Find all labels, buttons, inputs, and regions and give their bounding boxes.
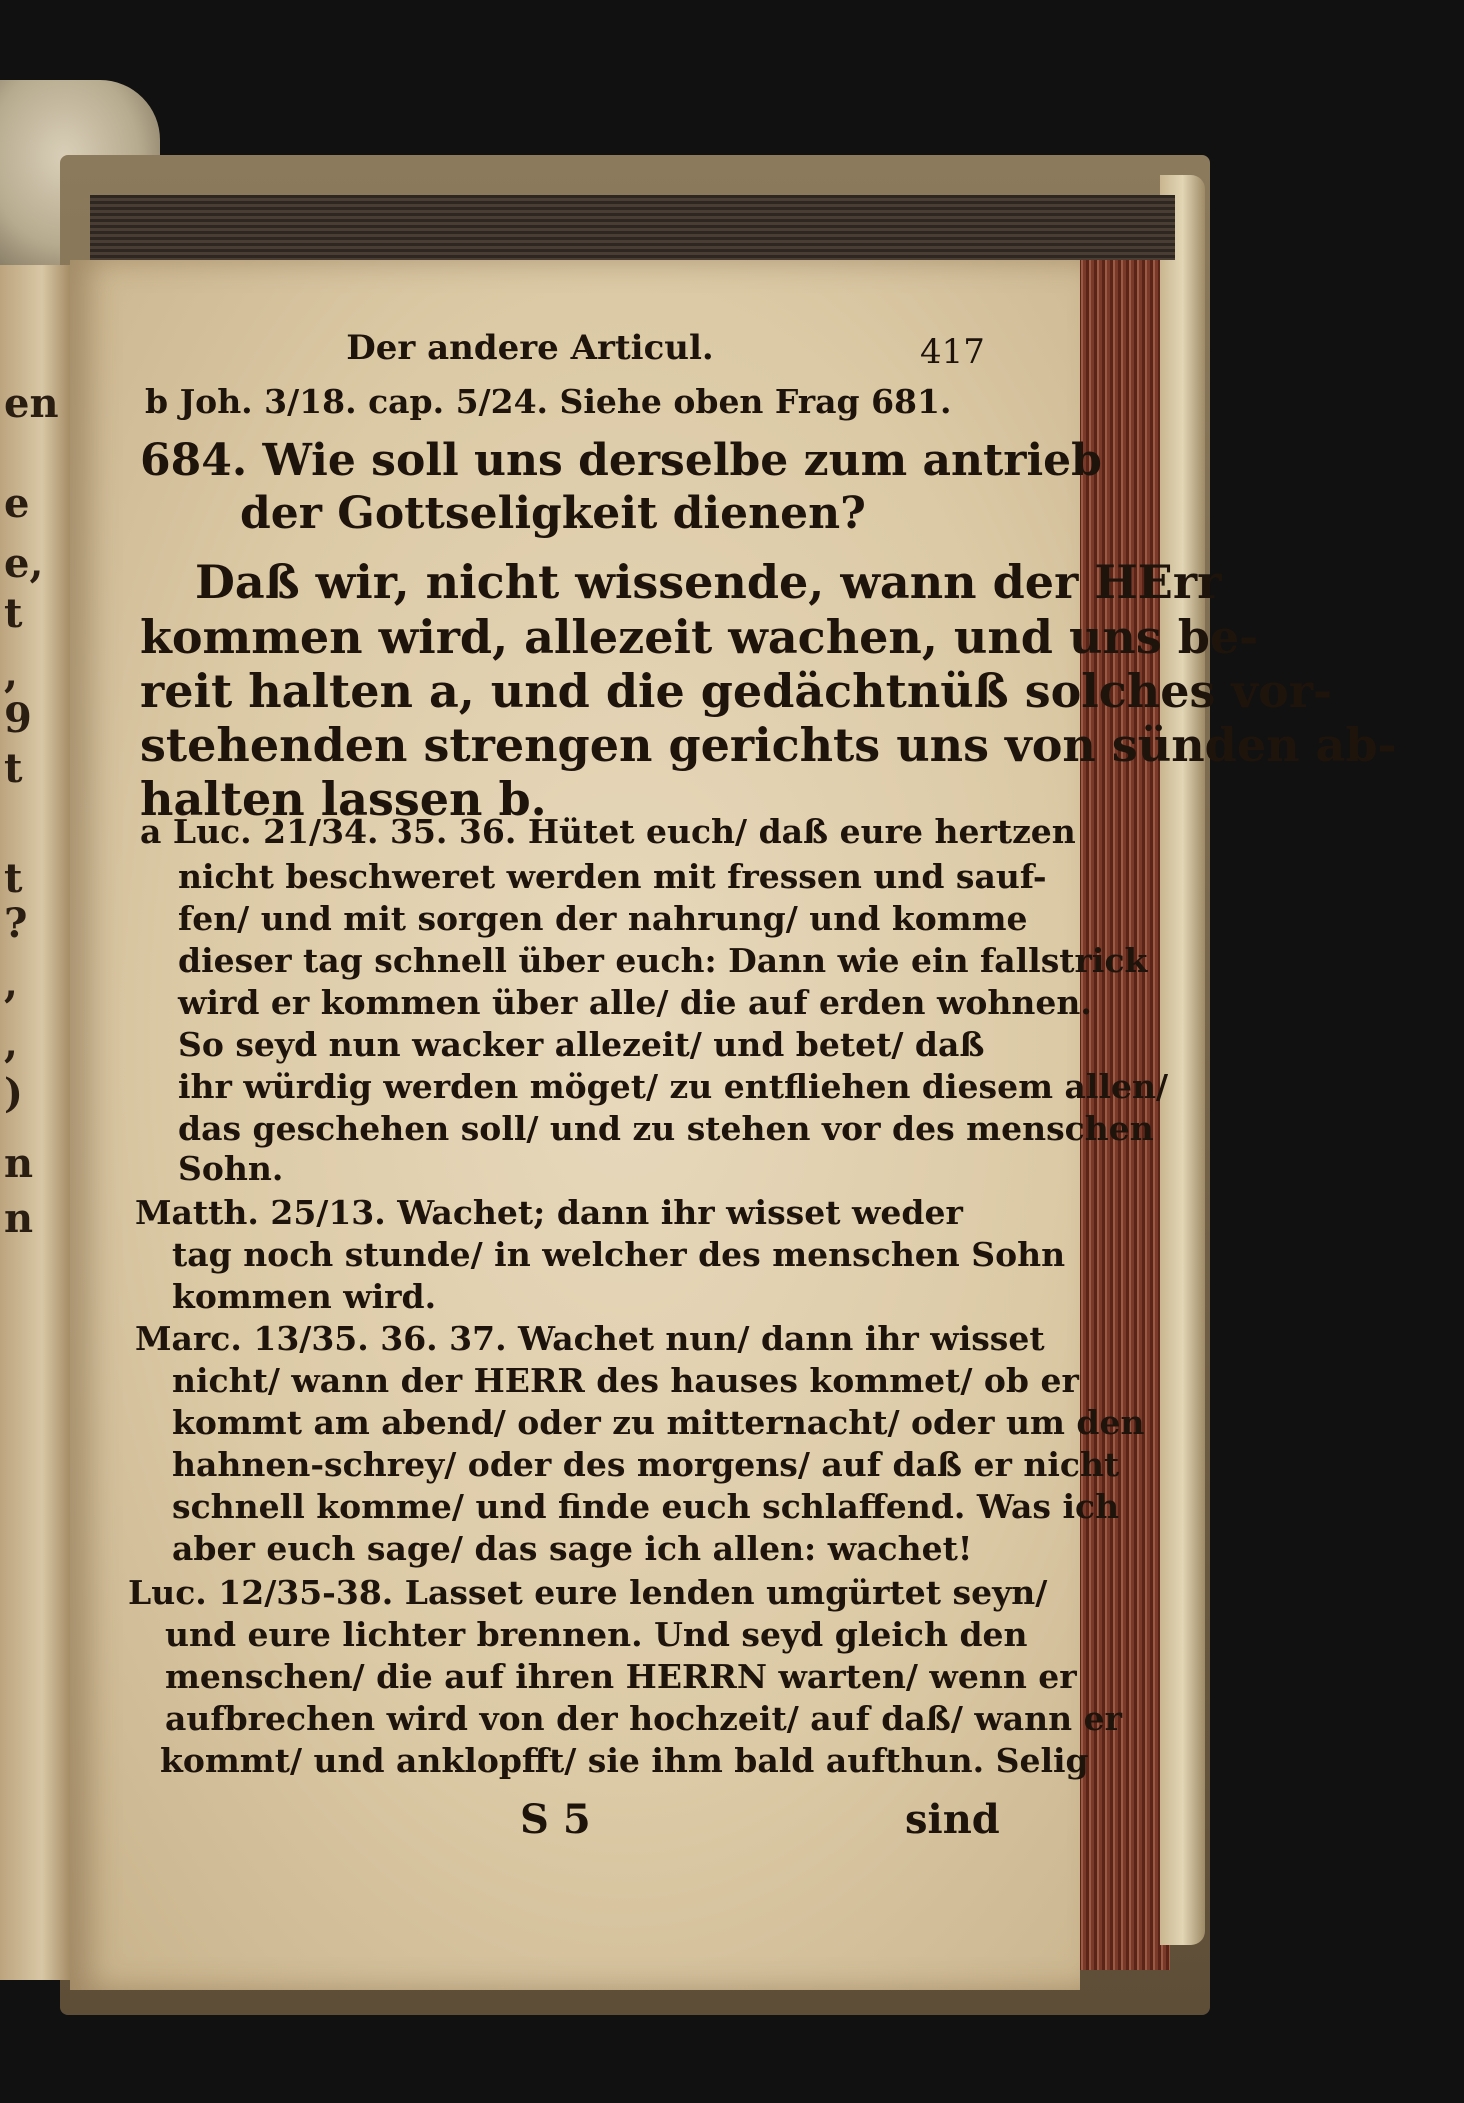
footnote-line: hahnen-schrey/ oder des morgens/ auf daß er nicht: [172, 1445, 1120, 1484]
footnote-line: nicht beschweret werden mit fressen und sauf-: [178, 857, 1047, 896]
running-title: Der andere Articul.: [346, 328, 714, 368]
footnote-line: kommen wird.: [172, 1277, 437, 1316]
footnote-line: aufbrechen wird von der hochzeit/ auf daß/ wann er: [165, 1699, 1123, 1738]
footnote-line: kommt/ und anklopfft/ sie ihm bald aufthun. Selig: [160, 1741, 1089, 1780]
footnote-line: ihr würdig werden möget/ zu entfliehen diesem allen/: [178, 1067, 1169, 1106]
prev-page-fragment: ): [4, 1070, 23, 1117]
footnote-line: wird er kommen über alle/ die auf erden wohnen.: [178, 983, 1092, 1022]
footnote-line: tag noch stunde/ in welcher des menschen Sohn: [172, 1235, 1066, 1274]
prev-page-fragment: t: [4, 590, 23, 637]
question-line-2: der Gottseligkeit dienen?: [240, 488, 866, 539]
catchword: sind: [905, 1796, 1000, 1843]
page-number: 417: [920, 332, 985, 372]
answer-line: stehenden strengen gerichts uns von sünden ab-: [140, 718, 1397, 772]
prev-page-fragment: t: [4, 745, 23, 792]
footnote-line: das geschehen soll/ und zu stehen vor des menschen: [178, 1109, 1154, 1148]
prev-page-fragment: ,: [4, 960, 18, 1007]
footnote-line: a Luc. 21/34. 35. 36. Hütet euch/ daß eure hertzen: [140, 812, 1076, 851]
footnote-line: dieser tag schnell über euch: Dann wie ein fallstrick: [178, 941, 1148, 980]
question-text-1: Wie soll uns derselbe zum antrieb: [262, 435, 1102, 486]
prev-page-fragment: n: [4, 1140, 34, 1187]
prev-page-fragment: e: [4, 480, 30, 527]
footnote-line: aber euch sage/ das sage ich allen: wachet!: [172, 1529, 973, 1568]
footnote-line: Marc. 13/35. 36. 37. Wachet nun/ dann ihr wisset: [135, 1319, 1045, 1358]
top-footnote: b Joh. 3/18. cap. 5/24. Siehe oben Frag 681.: [145, 382, 952, 421]
footnote-line: So seyd nun wacker allezeit/ und betet/ daß: [178, 1025, 985, 1064]
book-cover-edge: [1160, 175, 1205, 1945]
previous-page-strip: [0, 265, 70, 1980]
answer-line: halten lassen b.: [140, 772, 547, 826]
footnote-line: und eure lichter brennen. Und seyd gleich den: [165, 1615, 1028, 1654]
prev-page-fragment: ?: [4, 900, 28, 947]
prev-page-fragment: ,: [4, 1020, 18, 1067]
prev-page-fragment: en: [4, 380, 59, 427]
answer-line: reit halten a, und die gedächtnüß solches vor-: [140, 664, 1333, 718]
footnote-line: menschen/ die auf ihren HERRN warten/ wenn er: [165, 1657, 1077, 1696]
question-number: 684.: [140, 435, 248, 486]
footnote-line: Luc. 12/35-38. Lasset eure lenden umgürtet seyn/: [128, 1573, 1048, 1612]
prev-page-fragment: 9: [4, 695, 32, 742]
question-line-1: [140, 435, 1102, 486]
signature-mark: S 5: [520, 1796, 591, 1843]
footnote-line: schnell komme/ und finde euch schlaffend. Was ich: [172, 1487, 1120, 1526]
page-top-edge: [90, 195, 1175, 260]
footnote-line: nicht/ wann der HERR des hauses kommet/ ob er: [172, 1361, 1079, 1400]
prev-page-fragment: e,: [4, 540, 44, 587]
footnote-line: fen/ und mit sorgen der nahrung/ und komme: [178, 899, 1028, 938]
prev-page-fragment: n: [4, 1195, 34, 1242]
footnote-line: Sohn.: [178, 1149, 284, 1188]
answer-line: Daß wir, nicht wissende, wann der HErr: [195, 555, 1222, 609]
prev-page-fragment: ,: [4, 650, 18, 697]
footnote-line: kommt am abend/ oder zu mitternacht/ oder um den: [172, 1403, 1145, 1442]
footnote-line: Matth. 25/13. Wachet; dann ihr wisset weder: [135, 1193, 963, 1232]
prev-page-fragment: t: [4, 855, 23, 902]
answer-line: kommen wird, allezeit wachen, und uns be-: [140, 610, 1259, 664]
